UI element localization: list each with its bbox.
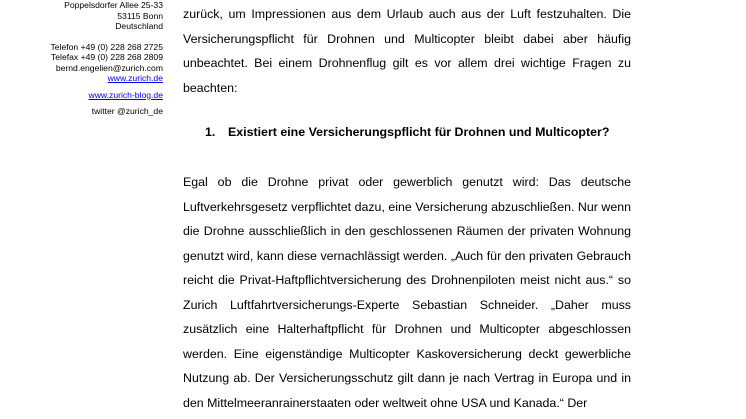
fax-number: Telefax +49 (0) 228 268 2809 — [50, 52, 163, 62]
address-street: Poppelsdorfer Allee 25-33 — [64, 0, 163, 10]
contact-sidebar — [0, 0, 163, 117]
address-country: Deutschland — [115, 21, 163, 31]
lead-paragraph: zurück, um Impressionen aus dem Urlaub auch aus der Luft festzuhalten. Die Versicherungspflicht für Drohnen und Multicopter bleibt dabei aber häufig unbeachtet. Bei einem Drohnenflug gilt es vor allem drei wichtige Fragen zu beachten: — [183, 7, 631, 95]
heading-text: Existiert eine Versicherungspflicht für Drohnen und Multicopter? — [228, 125, 610, 139]
email-address: bernd.engelien@zurich.com — [55, 62, 163, 73]
twitter-handle: twitter @zurich_de — [91, 106, 163, 116]
website-link[interactable]: www.zurich.de — [107, 73, 163, 83]
address-city: 53115 Bonn — [117, 10, 163, 21]
section-heading — [183, 120, 631, 145]
body-paragraph: Egal ob die Drohne privat oder gewerblich genutzt wird: Das deutsche Luftverkehrsgesetz verpflichtet dazu, eine Versicherung abzuschließen. Nur wenn die Drohne ausschließlich in den geschlossenen Räumen der privaten Wohnung genutzt wird, kann diese vernachlässigt werden. „Auch für den privaten Gebrauch reicht die Privat-Haftpflichtversicherung des Drohnenpiloten meist nicht aus.“ so Zurich Luftfahrtversicherungs-Experte Sebastian Schneider. „Daher muss zusätzlich eine Halterhaftpflicht für Drohnen und Multicopter abgeschlossen werden. Eine eigenständige Multicopter Kaskoversicherung deckt gewerbliche Nutzung ab. Der Versicherungsschutz gilt dann je nach Vertrag in Europa und in den Mittelmeeranrainerstaaten oder weltweit ohne USA und Kanada.“ Der — [183, 175, 631, 410]
blog-link[interactable]: www.zurich-blog.de — [88, 89, 163, 100]
phone-number: Telefon +49 (0) 228 268 2725 — [50, 41, 163, 52]
heading-number: 1. — [205, 125, 216, 139]
